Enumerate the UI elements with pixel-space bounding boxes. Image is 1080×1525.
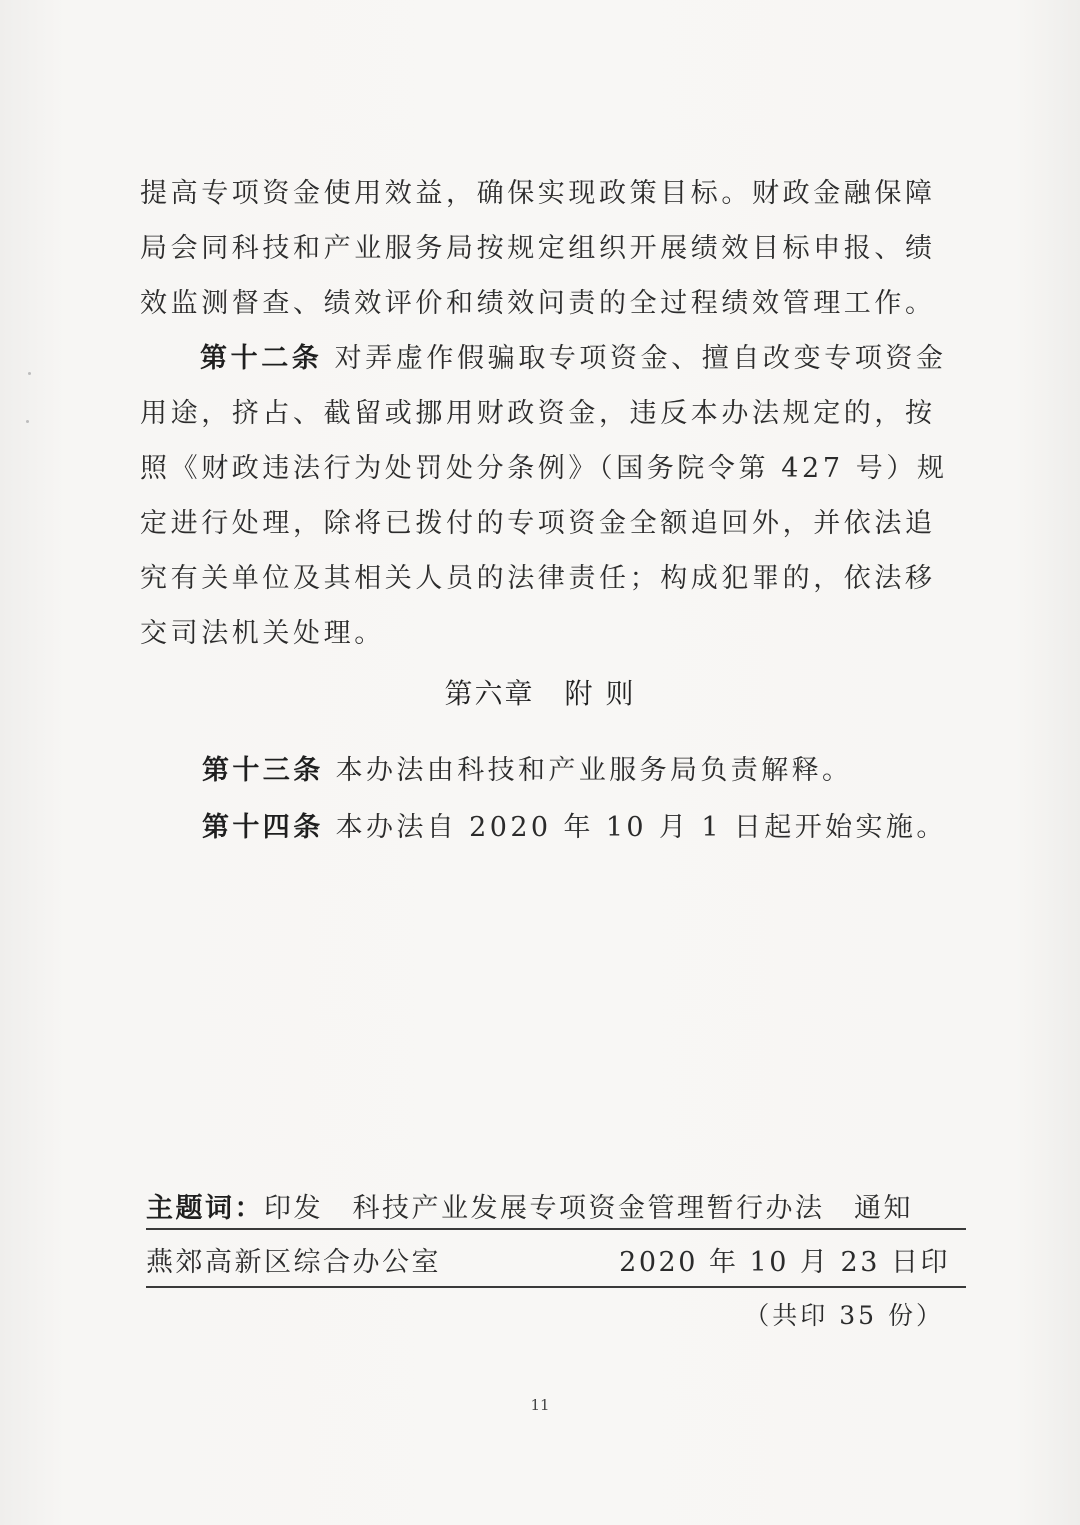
print-copies: （共印 35 份） — [744, 1301, 944, 1330]
keywords-label: 主题词： — [146, 1193, 264, 1224]
article-14-text: 本办法自 2020 年 10 月 1 日起开始实施。 — [335, 812, 947, 843]
paragraph-line: 用途，挤占、截留或挪用财政资金，违反本办法规定的，按 — [140, 398, 936, 429]
issuer-row — [146, 1240, 950, 1279]
paragraph-line: 局会同科技和产业服务局按规定组织开展绩效目标申报、绩 — [140, 233, 936, 264]
issuer-name: 燕郊高新区综合办公室 — [146, 1247, 441, 1278]
article-13-heading: 第十三条 — [202, 755, 324, 786]
scan-speck — [28, 372, 31, 375]
divider-line — [146, 1286, 966, 1288]
article-12-first-line-text: 对弄虚作假骗取专项资金、擅自改变专项资金 — [334, 343, 947, 374]
keywords-text: 印发 科技产业发展专项资金管理暂行办法 通知 — [264, 1193, 913, 1224]
paragraph-line: 交司法机关处理。 — [140, 618, 385, 649]
chapter-number: 第六章 — [444, 677, 535, 710]
article-14-heading: 第十四条 — [202, 812, 324, 843]
print-date: 2020 年 10 月 23 日印 — [619, 1247, 950, 1278]
divider-line — [146, 1228, 966, 1230]
article-13-text: 本办法由科技和产业服务局负责解释。 — [335, 755, 853, 786]
article-12 — [140, 331, 948, 661]
paragraph-line: 提高专项资金使用效益，确保实现政策目标。财政金融保障 — [140, 178, 936, 209]
article-12-first-line — [140, 331, 947, 386]
article-12-heading: 第十二条 — [200, 343, 323, 374]
paragraph-line: 照《财政违法行为处罚处分条例》（国务院令第 427 号）规 — [140, 453, 948, 484]
article-14 — [202, 805, 947, 844]
page-number: 11 — [530, 1396, 550, 1414]
scan-speck — [26, 420, 29, 423]
subject-keywords — [146, 1186, 966, 1225]
paragraph-line: 究有关单位及其相关人员的法律责任；构成犯罪的，依法移 — [140, 563, 936, 594]
paragraph-line: 定进行处理，除将已拨付的专项资金全额追回外，并依法追 — [140, 508, 936, 539]
chapter-heading — [0, 672, 1080, 712]
paragraph-performance-management — [140, 166, 936, 331]
paragraph-line: 效监测督查、绩效评价和绩效问责的全过程绩效管理工作。 — [140, 288, 936, 319]
article-13 — [202, 748, 852, 787]
chapter-title: 附 则 — [564, 677, 636, 710]
